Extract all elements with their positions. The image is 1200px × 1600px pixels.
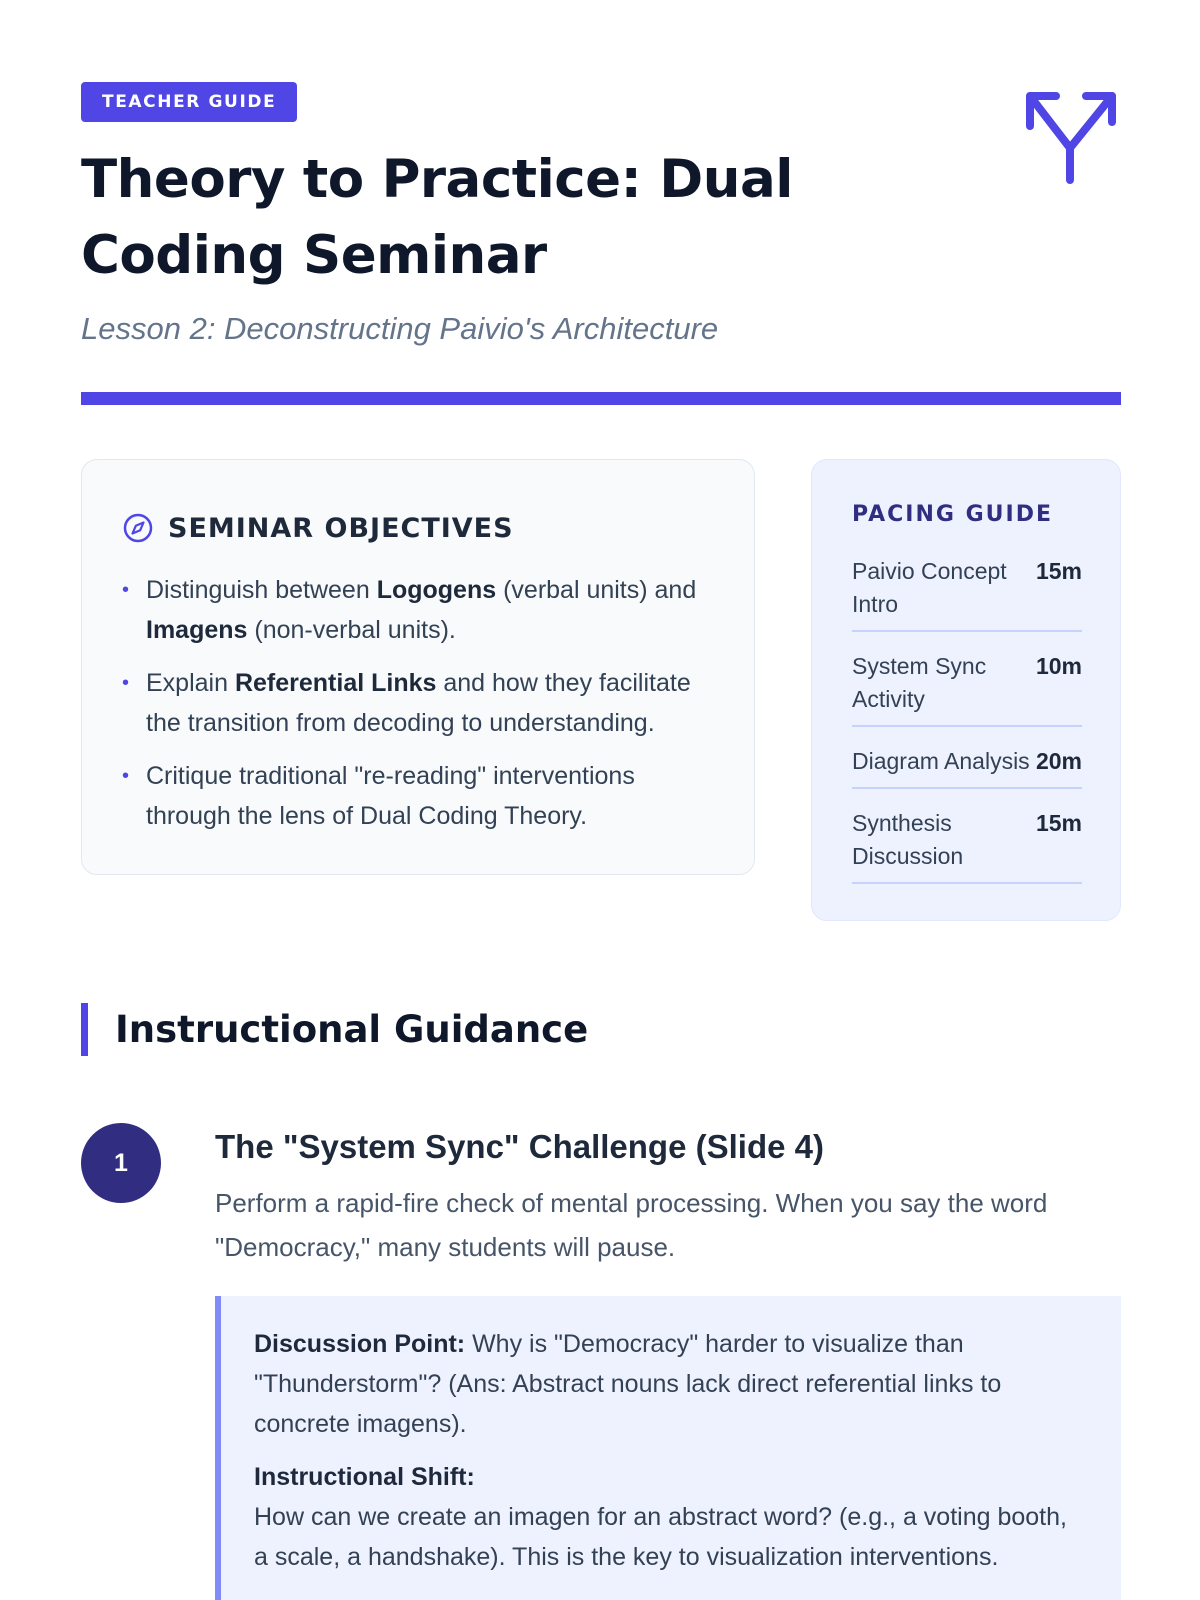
section-heading: Instructional Guidance <box>115 1008 589 1051</box>
pacing-list <box>852 555 1082 902</box>
page-title: Theory to Practice: Dual Coding Seminar <box>81 149 793 286</box>
discussion-point <box>254 1324 1087 1444</box>
step-number-badge: 1 <box>81 1123 161 1203</box>
section-accent-bar <box>81 1003 88 1056</box>
objectives-list <box>122 570 722 849</box>
pacing-activity: Synthesis Discussion <box>852 810 964 869</box>
pacing-row <box>852 745 1082 789</box>
header-divider <box>81 392 1121 405</box>
pacing-activity: System Sync Activity <box>852 653 987 712</box>
teacher-guide-badge: TEACHER GUIDE <box>81 82 297 122</box>
bullet-icon: • <box>122 765 130 787</box>
shift-label: Instructional Shift: <box>254 1463 475 1491</box>
pacing-row <box>852 650 1082 727</box>
pacing-heading: PACING GUIDE <box>852 502 1053 527</box>
pacing-row <box>852 555 1082 632</box>
objective-item: • Critique traditional "re-reading" interventions through the lens of Dual Coding Theory. <box>122 756 722 836</box>
pacing-duration: 10m <box>1035 653 1082 679</box>
term-logogens: Logogens <box>376 576 497 604</box>
pacing-duration: 20m <box>1035 748 1082 774</box>
pacing-activity: Paivio Concept Intro <box>852 558 1007 617</box>
pacing-activity: Diagram Analysis <box>852 748 1030 774</box>
discussion-callout <box>215 1296 1121 1600</box>
pacing-duration: 15m <box>1035 558 1082 584</box>
shift-text: How can we create an imagen for an abstract word? (e.g., a voting booth, a scale, a handshake). This is the key to visualization interventions. <box>254 1503 1067 1571</box>
step-description: Perform a rapid-fire check of mental processing. When you say the word "Democracy," many students will pause. <box>215 1188 1048 1262</box>
bullet-icon: • <box>122 672 130 694</box>
seminar-objectives-card <box>81 459 755 875</box>
objectives-heading: SEMINAR OBJECTIVES <box>168 512 514 544</box>
discussion-label: Discussion Point: <box>254 1330 466 1358</box>
bullet-icon: • <box>122 579 130 601</box>
compass-icon <box>122 512 154 544</box>
term-imagens: Imagens <box>146 616 248 644</box>
pacing-row <box>852 807 1082 884</box>
discussion-text: Why is "Democracy" harder to visualize than "Thunderstorm"? (Ans: Abstract nouns lack direct referential links to concrete imagens). <box>254 1330 1002 1438</box>
objective-item: • Distinguish between Logogens (verbal units) and Imagens (non-verbal units). <box>122 570 722 650</box>
term-referential-links: Referential Links <box>234 669 437 697</box>
step-title: The "System Sync" Challenge (Slide 4) <box>215 1128 824 1165</box>
pacing-guide-card <box>811 459 1121 921</box>
objective-item: • Explain Referential Links and how they facilitate the transition from decoding to understanding. <box>122 663 722 743</box>
branch-arrows-icon <box>1016 82 1128 194</box>
pacing-duration: 15m <box>1035 810 1082 836</box>
instructional-shift <box>254 1457 1087 1577</box>
objectives-header <box>122 508 514 548</box>
lesson-subtitle: Lesson 2: Deconstructing Paivio's Architecture <box>81 311 719 346</box>
